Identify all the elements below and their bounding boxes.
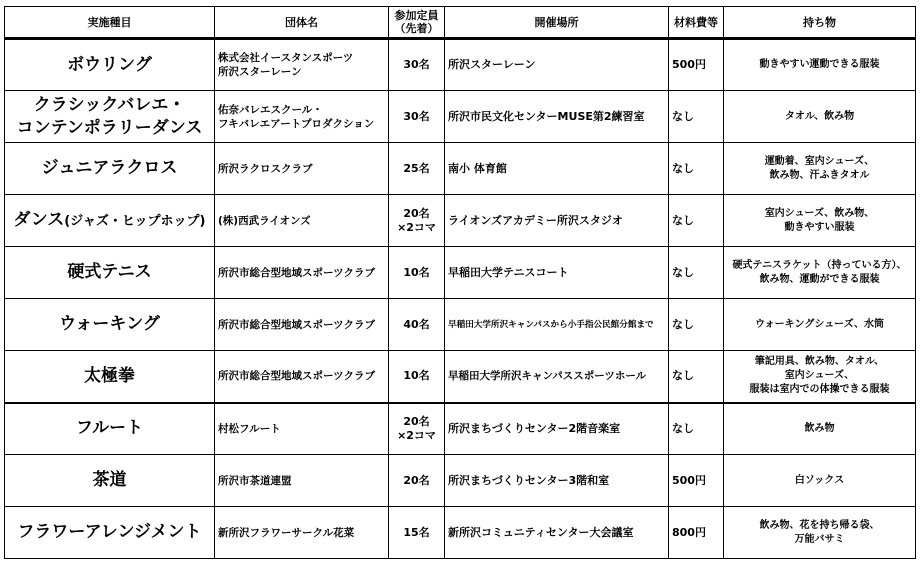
- venue: 所沢市民文化センターMUSE第2練習室: [445, 91, 669, 143]
- material-fee: なし: [669, 351, 724, 403]
- activity-type: 太極拳: [5, 351, 215, 403]
- venue: 南小 体育館: [445, 143, 669, 195]
- items-to-bring: 硬式テニスラケット（持っている方）、 飲み物、運動ができる服装: [724, 247, 916, 299]
- items-to-bring: 室内シューズ、飲み物、 動きやすい服装: [724, 195, 916, 247]
- organization: 所沢市総合型地域スポーツクラブ: [215, 351, 389, 403]
- venue: 所沢まちづくりセンター3階和室: [445, 455, 669, 507]
- material-fee: なし: [669, 299, 724, 351]
- capacity: 40名: [389, 299, 445, 351]
- items-to-bring: 飲み物、花を持ち帰る袋、 万能バサミ: [724, 507, 916, 559]
- header-items: 持ち物: [724, 7, 916, 39]
- venue: ライオンズアカデミー所沢スタジオ: [445, 195, 669, 247]
- items-to-bring: タオル、飲み物: [724, 91, 916, 143]
- activity-type: ウォーキング: [5, 299, 215, 351]
- header-capacity: 参加定員 （先着）: [389, 7, 445, 39]
- table-row: [5, 195, 916, 247]
- activity-type: フラワーアレンジメント: [5, 507, 215, 559]
- material-fee: なし: [669, 403, 724, 455]
- header-fee: 材料費等: [669, 7, 724, 39]
- items-to-bring: 白ソックス: [724, 455, 916, 507]
- table-header-row: [5, 7, 916, 39]
- header-type: 実施種目: [5, 7, 215, 39]
- items-to-bring: 動きやすい運動できる服装: [724, 39, 916, 91]
- table-row: [5, 91, 916, 143]
- items-to-bring: ウォーキングシューズ、水筒: [724, 299, 916, 351]
- material-fee: 800円: [669, 507, 724, 559]
- capacity: 25名: [389, 143, 445, 195]
- organization: 所沢ラクロスクラブ: [215, 143, 389, 195]
- capacity: 20名 ×2コマ: [389, 403, 445, 455]
- activity-type: クラシックバレエ・ コンテンポラリーダンス: [5, 91, 215, 143]
- activity-type: 硬式テニス: [5, 247, 215, 299]
- activity-type-main: ダンス: [13, 209, 65, 230]
- activity-type-sub: (ジャズ・ヒップホップ): [64, 213, 206, 229]
- items-to-bring: 運動着、室内シューズ、 飲み物、汗ふきタオル: [724, 143, 916, 195]
- table-row: [5, 351, 916, 403]
- venue: 所沢まちづくりセンター2階音楽室: [445, 403, 669, 455]
- capacity: 15名: [389, 507, 445, 559]
- venue: 所沢スターレーン: [445, 39, 669, 91]
- venue: 早稲田大学所沢キャンパスから小手指公民館分館まで: [445, 299, 669, 351]
- activity-type: ボウリング: [5, 39, 215, 91]
- header-org: 団体名: [215, 7, 389, 39]
- organization: 所沢市総合型地域スポーツクラブ: [215, 299, 389, 351]
- material-fee: なし: [669, 91, 724, 143]
- table-row: [5, 247, 916, 299]
- table-row: [5, 507, 916, 559]
- organization: 佑奈バレエスクール・ フキバレエアートプロダクション: [215, 91, 389, 143]
- header-venue: 開催場所: [445, 7, 669, 39]
- capacity: 10名: [389, 247, 445, 299]
- capacity: 10名: [389, 351, 445, 403]
- venue: 早稲田大学テニスコート: [445, 247, 669, 299]
- table-row: [5, 455, 916, 507]
- table-row: [5, 299, 916, 351]
- venue: 新所沢コミュニティセンター大会議室: [445, 507, 669, 559]
- capacity: 20名: [389, 455, 445, 507]
- activity-type: 茶道: [5, 455, 215, 507]
- material-fee: 500円: [669, 39, 724, 91]
- table-row: [5, 143, 916, 195]
- activity-type: [5, 195, 215, 247]
- items-to-bring: 筆記用具、飲み物、タオル、 室内シューズ、 服装は室内での体操できる服装: [724, 351, 916, 403]
- table-row: [5, 39, 916, 91]
- material-fee: なし: [669, 247, 724, 299]
- table-row: [5, 403, 916, 455]
- capacity: 30名: [389, 39, 445, 91]
- organization: 村松フルート: [215, 403, 389, 455]
- organization: (株)西武ライオンズ: [215, 195, 389, 247]
- organization: 所沢市総合型地域スポーツクラブ: [215, 247, 389, 299]
- activity-type: フルート: [5, 403, 215, 455]
- capacity: 20名 ×2コマ: [389, 195, 445, 247]
- organization: 新所沢フラワーサークル花菜: [215, 507, 389, 559]
- material-fee: 500円: [669, 455, 724, 507]
- organization: 所沢市茶道連盟: [215, 455, 389, 507]
- material-fee: なし: [669, 195, 724, 247]
- venue: 早稲田大学所沢キャンパススポーツホール: [445, 351, 669, 403]
- organization: 株式会社イースタンスポーツ 所沢スターレーン: [215, 39, 389, 91]
- activity-table: [4, 6, 916, 559]
- activity-type: ジュニアラクロス: [5, 143, 215, 195]
- capacity: 30名: [389, 91, 445, 143]
- items-to-bring: 飲み物: [724, 403, 916, 455]
- material-fee: なし: [669, 143, 724, 195]
